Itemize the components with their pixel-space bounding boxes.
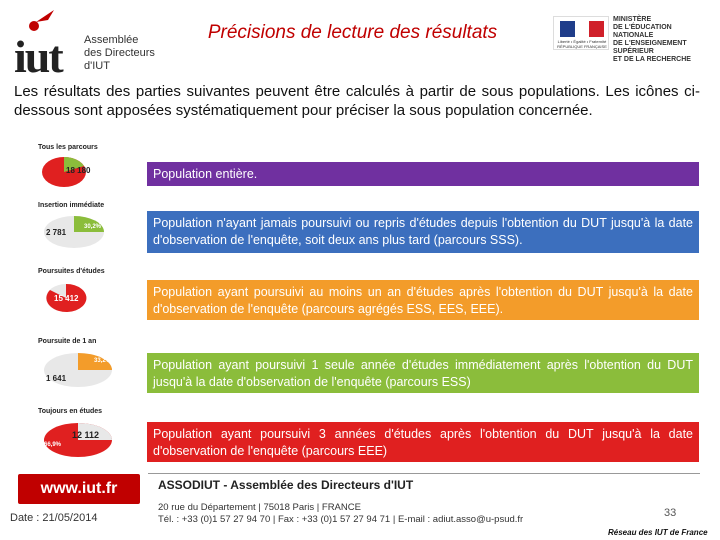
pie-thumbnail-toujours-etudes: Toujours en études 12 112 66,9% bbox=[36, 408, 128, 456]
footer-network: Réseau des IUT de France bbox=[608, 528, 708, 537]
band-poursuites-etudes: Population ayant poursuivi au moins un an d'études après l'obtention du DUT jusqu'à la date d'observation de l'enquête (parcours agrégés ESS, EES, EEE). bbox=[147, 280, 699, 320]
republic-motto: Liberté • Égalité • Fraternité RÉPUBLIQUE FRANÇAISE bbox=[557, 39, 607, 49]
band-population-entiere: Population entière. bbox=[147, 162, 699, 186]
footer-divider bbox=[148, 473, 700, 474]
page-number: 33 bbox=[664, 507, 677, 519]
website-link[interactable]: www.iut.fr bbox=[18, 474, 140, 504]
pie-thumbnail-insertion: Insertion immédiate 2 781 30,2% bbox=[36, 202, 128, 250]
footer-assoc: ASSODIUT - Assemblée des Directeurs d'IUT bbox=[158, 478, 414, 492]
ministry-text: MINISTÈRE DE L'ÉDUCATION NATIONALE DE L'ENSEIGNEMENT SUPÉRIEUR ET DE LA RECHERCHE bbox=[613, 16, 691, 63]
ministry-logo bbox=[553, 16, 713, 63]
ministry-logo-icon bbox=[553, 16, 609, 50]
pie-thumbnail-poursuite-1an: Poursuite de 1 an 1 641 33,2% bbox=[36, 338, 128, 386]
pie-thumbnail-all: Tous les parcours 18 180 bbox=[36, 144, 128, 192]
band-toujours-etudes: Population ayant poursuivi 3 années d'études après l'obtention du DUT jusqu'à la date d'observation de l'enquête (parcours EEE) bbox=[147, 422, 699, 462]
footer-address: 20 rue du Département | 75018 Paris | FRANCE Tél. : +33 (0)1 57 27 94 70 | Fax : +33 (0)1 57 27 94 71 | E-mail : adiut.asso@u-psud.fr bbox=[158, 502, 524, 525]
page-title: Précisions de lecture des résultats bbox=[207, 22, 498, 43]
intro-text: Les résultats des parties suivantes peuvent être calculés à partir de sous populations. Les icônes ci-dessous sont apposées systématiquement pour préciser la sous population concernée. bbox=[14, 83, 700, 119]
band-insertion-immediate: Population n'ayant jamais poursuivi ou repris d'études depuis l'obtention du DUT jusqu'à la date d'observation de l'enquête, soit deux ans plus tard (parcours SSS). bbox=[147, 211, 699, 253]
logo-assoc-text: Assemblée des Directeurs d'IUT bbox=[84, 34, 155, 72]
footer-date: Date : 21/05/2014 bbox=[10, 512, 98, 524]
logo-word: iut bbox=[14, 31, 62, 82]
pie-thumbnail-poursuites: Poursuites d'études 15 412 bbox=[36, 268, 128, 316]
iut-logo bbox=[10, 4, 160, 82]
band-poursuite-1an: Population ayant poursuivi 1 seule année d'études immédiatement après l'obtention du DUT jusqu'à la date d'observation de l'enquête (parcours ESS) bbox=[147, 353, 699, 393]
